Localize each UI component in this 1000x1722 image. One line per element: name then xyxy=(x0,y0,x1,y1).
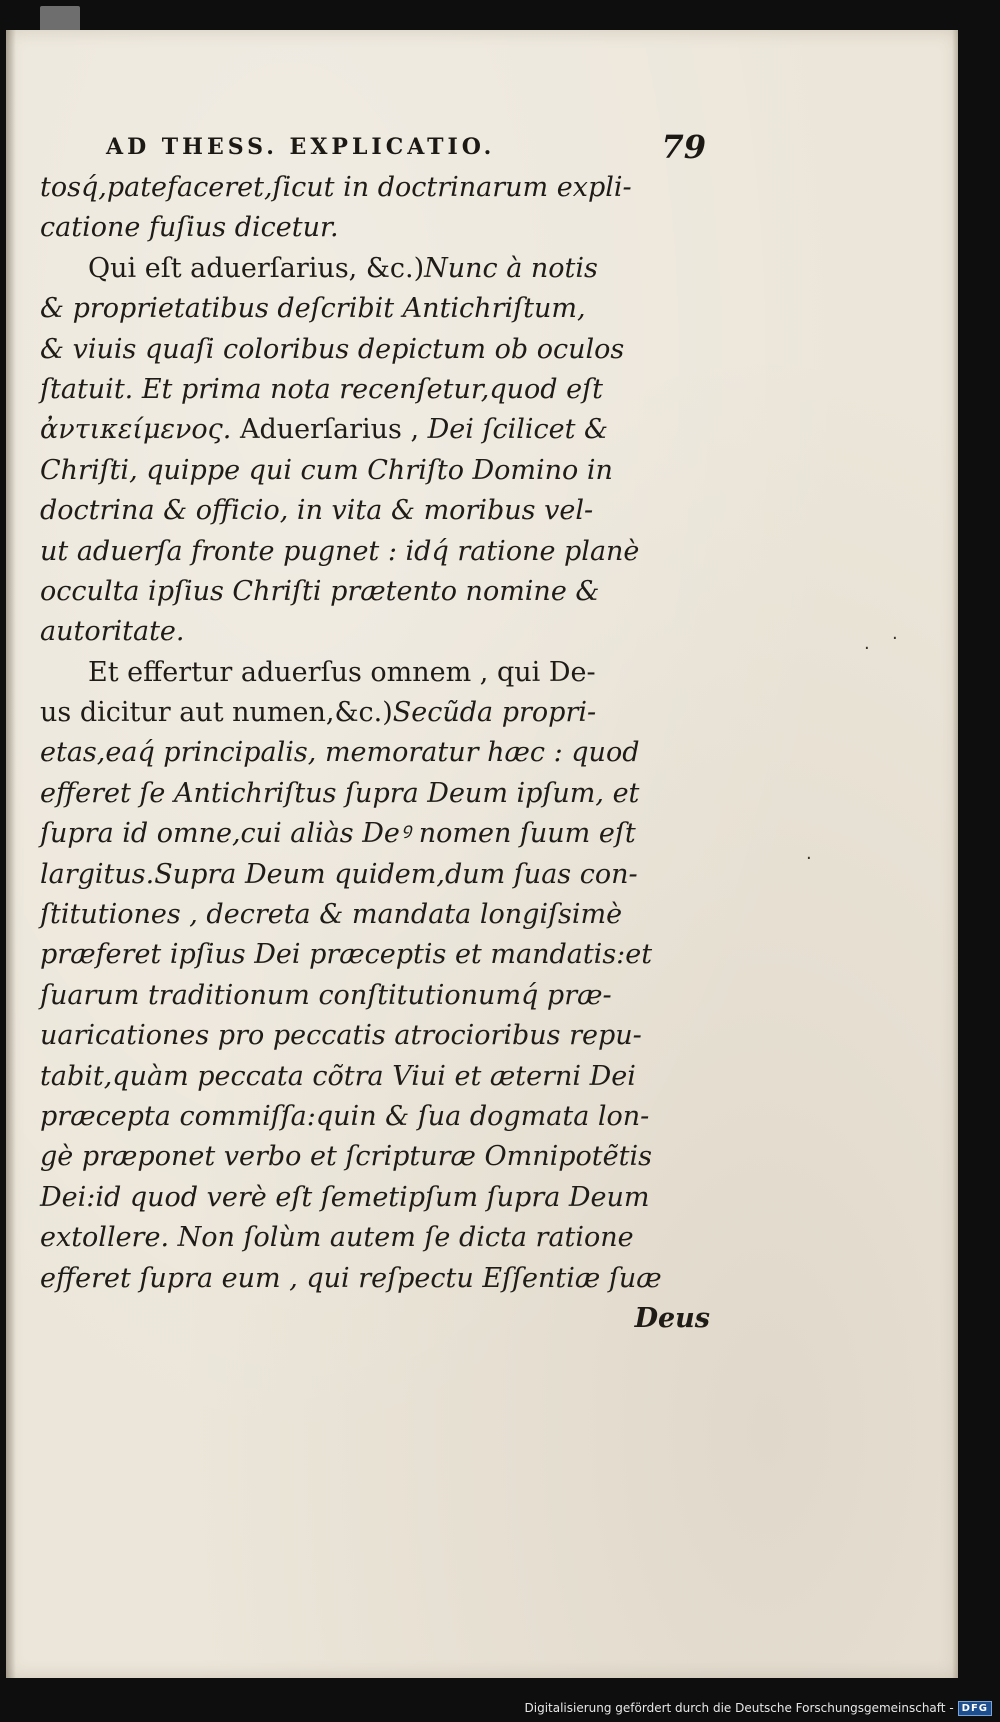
text-line: ut aduerſa fronte pugnet : idq́ ratione planè xyxy=(40,535,640,567)
text-line: catione fuſius dicetur. xyxy=(40,212,339,244)
text-line xyxy=(40,693,710,733)
text-line: gè præponet verbo et ſcripturæ Omnipotẽtis xyxy=(40,1141,652,1173)
text-run: Secũda propri- xyxy=(392,697,597,729)
text-run: ἀντικείμενος. xyxy=(40,414,240,446)
text-line: tabit,quàm peccata cõtra Viui et æterni Dei xyxy=(40,1060,636,1092)
text-line: Chriſti, quippe qui cum Chriſto Domino in xyxy=(40,454,613,486)
text-line: ſupra id omne,cui aliàs Deꝰ nomen ſuum eſt xyxy=(40,818,636,850)
body-text xyxy=(40,168,710,1339)
text-line: extollere. Non ſolùm autem ſe dicta ratione xyxy=(40,1222,634,1254)
text-line: uaricationes pro peccatis atrocioribus repu- xyxy=(40,1020,642,1052)
running-head: AD THESS. EXPLICATIO. xyxy=(106,134,496,160)
page-gutter-shadow xyxy=(6,30,16,1678)
text-line xyxy=(40,653,710,693)
text-line: & viuis quaſi coloribus depictum ob oculos xyxy=(40,333,625,365)
text-line: præcepta commiſſa:quin & ſua dogmata lon- xyxy=(40,1100,650,1132)
dfg-logo: DFG xyxy=(958,1701,992,1716)
text-run: Aduerſarius , xyxy=(239,414,428,446)
page-header xyxy=(106,128,706,168)
text-line: autoritate. xyxy=(40,616,185,648)
page-number: 79 xyxy=(661,128,706,166)
text-line: ſtitutiones , decreta & mandata longiſsimè xyxy=(40,899,623,931)
text-run: Nunc à notis xyxy=(424,252,598,284)
text-line xyxy=(40,249,710,289)
text-run: us dicitur aut numen,&c.) xyxy=(40,697,393,729)
text-line: ſtatuit. Et prima nota recenſetur,quod eſt xyxy=(40,373,603,405)
digitization-credit xyxy=(525,1698,993,1718)
text-line: efferet ſupra eum , qui reſpectu Eſſentiæ ſuæ xyxy=(40,1262,662,1294)
page-edge-shadow xyxy=(952,30,958,1678)
text-run: Et effertur aduerſus omnem , qui De- xyxy=(88,656,596,688)
text-line: & proprietatibus deſcribit Antichriſtum, xyxy=(40,293,586,325)
text-line: occulta ipſius Chriſti prætento nomine & xyxy=(40,575,600,607)
text-line: largitus.Supra Deum quidem,dum ſuas con- xyxy=(40,858,638,890)
text-line: ſuarum traditionum conſtitutionumq́ præ- xyxy=(40,979,612,1011)
text-line: efferet ſe Antichriſtus ſupra Deum ipſum, et xyxy=(40,777,640,809)
text-line: Dei:id quod verè eſt ſemetipſum ſupra Deum xyxy=(40,1181,650,1213)
margin-speck: · xyxy=(864,638,870,659)
text-line: præferet ipſius Dei præceptis et mandatis:et xyxy=(40,939,653,971)
text-line xyxy=(40,410,710,450)
credit-text: Digitalisierung gefördert durch die Deutsche Forschungsgemeinschaft - xyxy=(524,1701,954,1715)
margin-speck: · xyxy=(806,848,812,869)
margin-speck: · xyxy=(892,628,898,649)
catchword: Deus xyxy=(634,1302,710,1334)
text-line: etas,eaq́ principalis, memoratur hæc : quod xyxy=(40,737,640,769)
text-run: Dei ſcilicet & xyxy=(427,414,609,446)
text-run: Qui eſt aduerſarius, &c.) xyxy=(88,252,425,284)
book-page xyxy=(6,30,958,1678)
text-line: tosq́,patefaceret,ſicut in doctrinarum expli- xyxy=(40,172,632,203)
text-line: doctrina & officio, in vita & moribus vel- xyxy=(40,495,594,527)
